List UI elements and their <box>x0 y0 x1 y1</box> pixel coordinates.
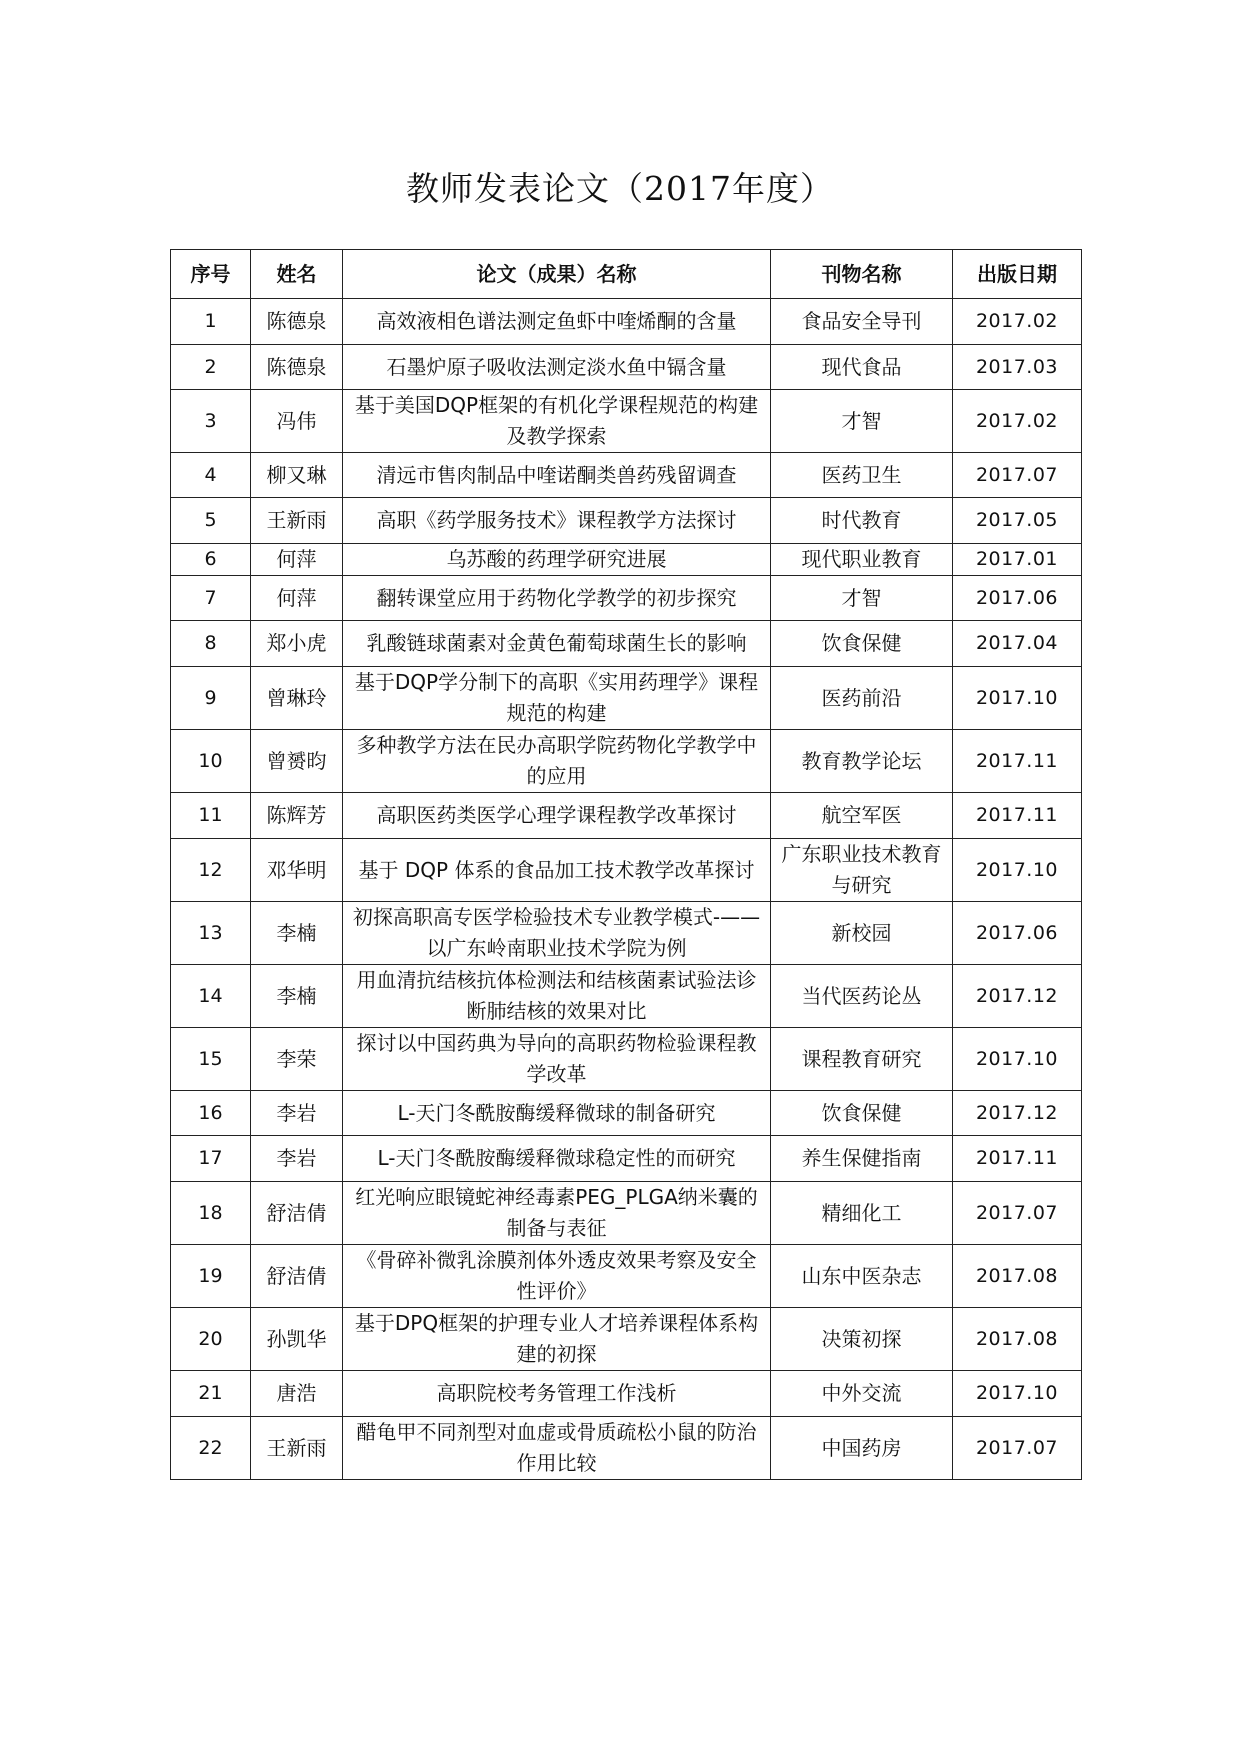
cell-author-name: 李楠 <box>251 965 343 1028</box>
cell-paper-title: 翻转课堂应用于药物化学教学的初步探究 <box>343 576 771 621</box>
header-name: 姓名 <box>251 250 343 299</box>
cell-publish-date: 2017.03 <box>953 345 1082 390</box>
cell-author-name: 唐浩 <box>251 1371 343 1417</box>
cell-author-name: 王新雨 <box>251 1417 343 1480</box>
cell-journal: 精细化工 <box>771 1182 953 1245</box>
table-row <box>171 1245 1082 1308</box>
table-row <box>171 793 1082 839</box>
cell-publish-date: 2017.04 <box>953 621 1082 667</box>
table-row <box>171 390 1082 453</box>
header-index: 序号 <box>171 250 251 299</box>
cell-publish-date: 2017.11 <box>953 730 1082 793</box>
cell-publish-date: 2017.05 <box>953 498 1082 544</box>
cell-journal: 新校园 <box>771 902 953 965</box>
table-row <box>171 1308 1082 1371</box>
cell-author-name: 舒洁倩 <box>251 1245 343 1308</box>
cell-publish-date: 2017.02 <box>953 299 1082 345</box>
cell-author-name: 陈辉芳 <box>251 793 343 839</box>
cell-journal: 决策初探 <box>771 1308 953 1371</box>
cell-journal: 饮食保健 <box>771 621 953 667</box>
cell-author-name: 李荣 <box>251 1028 343 1091</box>
cell-paper-title: 《骨碎补微乳涂膜剂体外透皮效果考察及安全性评价》 <box>343 1245 771 1308</box>
cell-author-name: 柳又琳 <box>251 453 343 498</box>
cell-author-name: 郑小虎 <box>251 621 343 667</box>
cell-author-name: 李楠 <box>251 902 343 965</box>
cell-author-name: 冯伟 <box>251 390 343 453</box>
cell-index: 22 <box>171 1417 251 1480</box>
cell-paper-title: 探讨以中国药典为导向的高职药物检验课程教学改革 <box>343 1028 771 1091</box>
table-row <box>171 576 1082 621</box>
table-row <box>171 345 1082 390</box>
cell-index: 6 <box>171 544 251 576</box>
table-body <box>171 299 1082 1480</box>
cell-publish-date: 2017.10 <box>953 667 1082 730</box>
cell-paper-title: 清远市售肉制品中喹诺酮类兽药残留调查 <box>343 453 771 498</box>
cell-paper-title: 乳酸链球菌素对金黄色葡萄球菌生长的影响 <box>343 621 771 667</box>
cell-publish-date: 2017.07 <box>953 1417 1082 1480</box>
cell-publish-date: 2017.11 <box>953 793 1082 839</box>
cell-publish-date: 2017.07 <box>953 453 1082 498</box>
header-journal: 刊物名称 <box>771 250 953 299</box>
cell-journal: 医药前沿 <box>771 667 953 730</box>
cell-author-name: 曾赟昀 <box>251 730 343 793</box>
cell-publish-date: 2017.10 <box>953 839 1082 902</box>
cell-journal: 医药卫生 <box>771 453 953 498</box>
cell-index: 21 <box>171 1371 251 1417</box>
cell-index: 14 <box>171 965 251 1028</box>
cell-journal: 当代医药论丛 <box>771 965 953 1028</box>
cell-index: 10 <box>171 730 251 793</box>
cell-journal: 现代食品 <box>771 345 953 390</box>
cell-author-name: 李岩 <box>251 1091 343 1136</box>
header-publish-date: 出版日期 <box>953 250 1082 299</box>
table-row <box>171 730 1082 793</box>
cell-author-name: 孙凯华 <box>251 1308 343 1371</box>
cell-publish-date: 2017.08 <box>953 1245 1082 1308</box>
cell-index: 12 <box>171 839 251 902</box>
table-row <box>171 544 1082 576</box>
cell-paper-title: 基于DPQ框架的护理专业人才培养课程体系构建的初探 <box>343 1308 771 1371</box>
cell-paper-title: 高职医药类医学心理学课程教学改革探讨 <box>343 793 771 839</box>
cell-index: 11 <box>171 793 251 839</box>
cell-index: 5 <box>171 498 251 544</box>
cell-author-name: 邓华明 <box>251 839 343 902</box>
cell-index: 20 <box>171 1308 251 1371</box>
cell-paper-title: 基于美国DQP框架的有机化学课程规范的构建及教学探索 <box>343 390 771 453</box>
table-row <box>171 1182 1082 1245</box>
cell-index: 8 <box>171 621 251 667</box>
cell-publish-date: 2017.11 <box>953 1136 1082 1182</box>
cell-paper-title: 高效液相色谱法测定鱼虾中喹烯酮的含量 <box>343 299 771 345</box>
cell-paper-title: 用血清抗结核抗体检测法和结核菌素试验法诊断肺结核的效果对比 <box>343 965 771 1028</box>
table-row <box>171 453 1082 498</box>
cell-paper-title: 石墨炉原子吸收法测定淡水鱼中镉含量 <box>343 345 771 390</box>
cell-author-name: 何萍 <box>251 544 343 576</box>
cell-journal: 食品安全导刊 <box>771 299 953 345</box>
cell-paper-title: 多种教学方法在民办高职学院药物化学教学中的应用 <box>343 730 771 793</box>
cell-paper-title: 高职院校考务管理工作浅析 <box>343 1371 771 1417</box>
cell-author-name: 王新雨 <box>251 498 343 544</box>
header-paper-title: 论文（成果）名称 <box>343 250 771 299</box>
cell-publish-date: 2017.06 <box>953 576 1082 621</box>
table-row <box>171 839 1082 902</box>
cell-index: 16 <box>171 1091 251 1136</box>
table-row <box>171 667 1082 730</box>
cell-paper-title: 初探高职高专医学检验技术专业教学模式-——以广东岭南职业技术学院为例 <box>343 902 771 965</box>
table-row <box>171 498 1082 544</box>
cell-publish-date: 2017.12 <box>953 965 1082 1028</box>
cell-paper-title: 红光响应眼镜蛇神经毒素PEG_PLGA纳米囊的制备与表征 <box>343 1182 771 1245</box>
cell-index: 2 <box>171 345 251 390</box>
cell-index: 18 <box>171 1182 251 1245</box>
table-row <box>171 1091 1082 1136</box>
cell-paper-title: L-天门冬酰胺酶缓释微球稳定性的而研究 <box>343 1136 771 1182</box>
cell-paper-title: 醋龟甲不同剂型对血虚或骨质疏松小鼠的防治作用比较 <box>343 1417 771 1480</box>
table-row <box>171 965 1082 1028</box>
cell-author-name: 何萍 <box>251 576 343 621</box>
cell-publish-date: 2017.07 <box>953 1182 1082 1245</box>
cell-index: 9 <box>171 667 251 730</box>
cell-journal: 课程教育研究 <box>771 1028 953 1091</box>
cell-journal: 才智 <box>771 390 953 453</box>
cell-paper-title: 基于DQP学分制下的高职《实用药理学》课程规范的构建 <box>343 667 771 730</box>
papers-table <box>170 249 1082 1480</box>
cell-index: 15 <box>171 1028 251 1091</box>
cell-publish-date: 2017.01 <box>953 544 1082 576</box>
cell-publish-date: 2017.10 <box>953 1028 1082 1091</box>
cell-index: 1 <box>171 299 251 345</box>
cell-journal: 时代教育 <box>771 498 953 544</box>
cell-journal: 山东中医杂志 <box>771 1245 953 1308</box>
cell-journal: 养生保健指南 <box>771 1136 953 1182</box>
table-row <box>171 1136 1082 1182</box>
page-title: 教师发表论文（2017年度） <box>406 169 834 208</box>
table-row <box>171 1028 1082 1091</box>
cell-journal: 中外交流 <box>771 1371 953 1417</box>
cell-index: 19 <box>171 1245 251 1308</box>
cell-author-name: 舒洁倩 <box>251 1182 343 1245</box>
cell-author-name: 陈德泉 <box>251 299 343 345</box>
table-row <box>171 902 1082 965</box>
cell-journal: 现代职业教育 <box>771 544 953 576</box>
cell-journal: 中国药房 <box>771 1417 953 1480</box>
cell-journal: 才智 <box>771 576 953 621</box>
cell-index: 13 <box>171 902 251 965</box>
cell-publish-date: 2017.12 <box>953 1091 1082 1136</box>
cell-author-name: 曾琳玲 <box>251 667 343 730</box>
cell-paper-title: 基于 DQP 体系的食品加工技术教学改革探讨 <box>343 839 771 902</box>
cell-paper-title: 乌苏酸的药理学研究进展 <box>343 544 771 576</box>
table-header-row <box>171 250 1082 299</box>
cell-journal: 航空军医 <box>771 793 953 839</box>
cell-author-name: 陈德泉 <box>251 345 343 390</box>
cell-author-name: 李岩 <box>251 1136 343 1182</box>
cell-journal: 饮食保健 <box>771 1091 953 1136</box>
cell-journal: 教育教学论坛 <box>771 730 953 793</box>
cell-index: 17 <box>171 1136 251 1182</box>
cell-index: 7 <box>171 576 251 621</box>
cell-publish-date: 2017.02 <box>953 390 1082 453</box>
table-row <box>171 1417 1082 1480</box>
cell-paper-title: 高职《药学服务技术》课程教学方法探讨 <box>343 498 771 544</box>
cell-paper-title: L-天门冬酰胺酶缓释微球的制备研究 <box>343 1091 771 1136</box>
cell-index: 4 <box>171 453 251 498</box>
table-row <box>171 299 1082 345</box>
cell-publish-date: 2017.10 <box>953 1371 1082 1417</box>
cell-publish-date: 2017.06 <box>953 902 1082 965</box>
table-row <box>171 1371 1082 1417</box>
cell-publish-date: 2017.08 <box>953 1308 1082 1371</box>
table-row <box>171 621 1082 667</box>
cell-index: 3 <box>171 390 251 453</box>
cell-journal: 广东职业技术教育与研究 <box>771 839 953 902</box>
